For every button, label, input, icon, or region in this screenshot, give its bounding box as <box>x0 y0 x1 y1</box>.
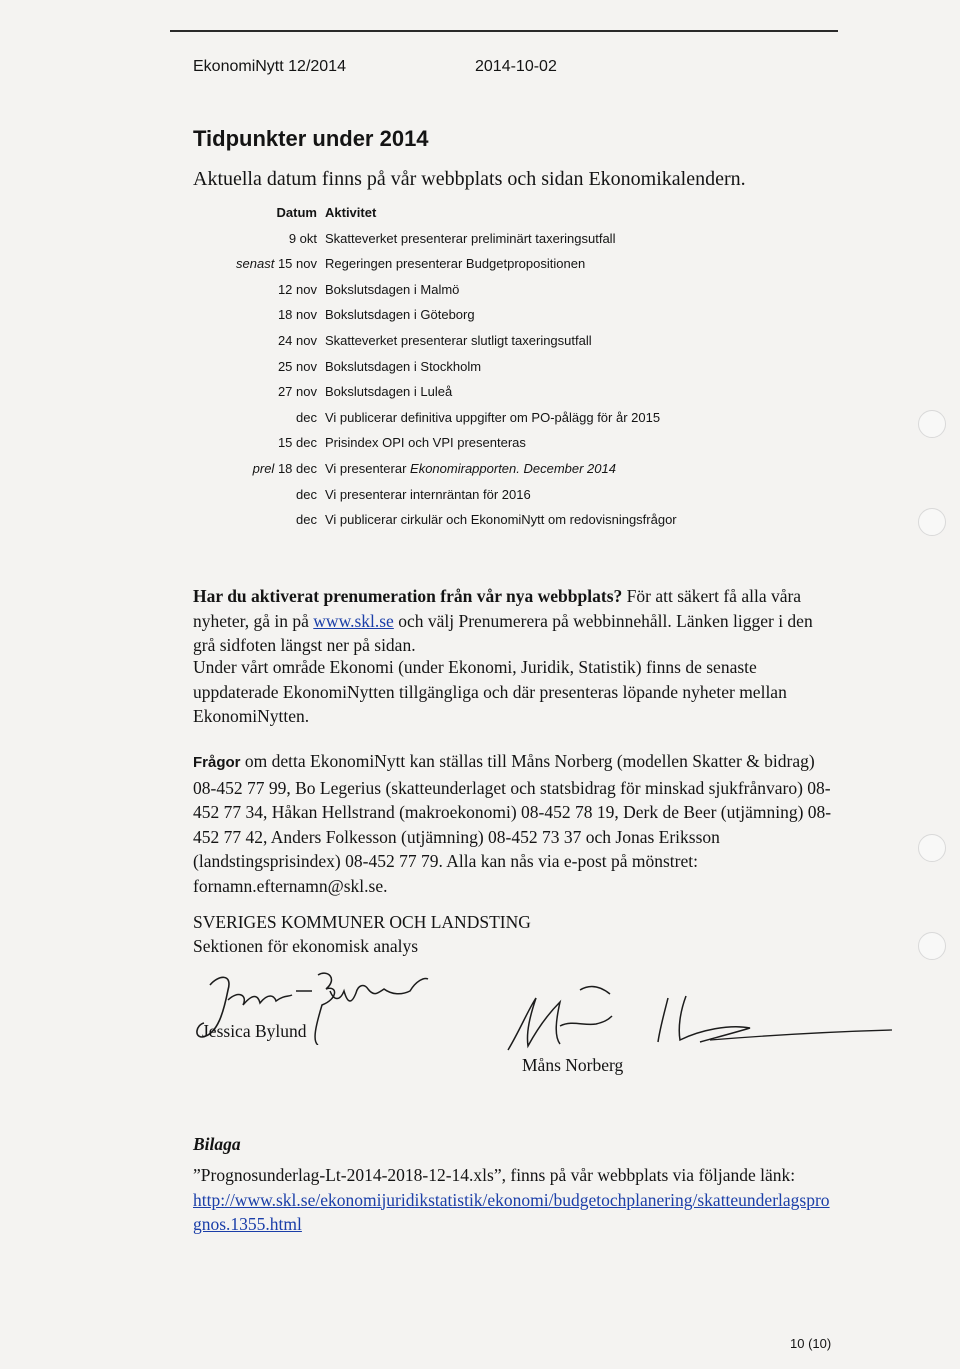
schedule-activity <box>325 354 481 380</box>
schedule-row <box>193 482 753 508</box>
activity-italic-text: Ekonomirapporten. December 2014 <box>410 460 616 476</box>
schedule-activity <box>325 482 531 508</box>
contacts-text: om detta EkonomiNytt kan ställas till Måns Norberg (modellen Skatter & bidrag) 08-452 77 99, Bo Legerius (skatteunderlaget och statsbidrag för minskad sjukfrånvaro) 08-452 77 34, Håkan Hellstrand (makroekonomi) 08-452 78 19, Derk de Beer (utjämning) 08-452 77 42, Anders Folkesson (utjämning) 08-452 73 37 och Jonas Eriksson (landstingsprisindex) 08-452 77 79. Alla kan nås via e-post på mönstret: fornamn.efternamn@skl.se. <box>193 751 832 896</box>
date-value: 15 dec <box>277 435 317 451</box>
punch-hole <box>918 508 946 536</box>
schedule-date <box>193 354 325 380</box>
contacts-paragraph <box>193 749 833 898</box>
schedule-row <box>193 302 753 328</box>
date-value: dec <box>296 512 317 528</box>
schedule-header-row <box>193 200 753 226</box>
subscribe-text-2: och välj Prenumerera på webbinnehåll. Länken ligger i den grå sidfoten längst ner på sidan. <box>193 610 813 655</box>
intro-text: Aktuella datum finns på vår webbplats och sidan Ekonomikalendern. <box>193 168 746 190</box>
activity-text: Vi publicerar definitiva uppgifter om PO-pålägg för år 2015 <box>325 409 661 425</box>
schedule-date <box>193 302 325 328</box>
skl-link[interactable]: www.skl.se <box>313 610 394 631</box>
schedule-row <box>193 251 753 277</box>
schedule-date <box>193 226 325 252</box>
schedule-row <box>193 379 753 405</box>
date-value: 25 nov <box>277 358 317 374</box>
schedule-date <box>193 507 325 533</box>
page-number: 10 (10) <box>790 1336 832 1351</box>
schedule-row <box>193 226 753 252</box>
schedule-activity <box>325 226 615 252</box>
schedule-row <box>193 507 753 533</box>
subscribe-question: Har du aktiverat prenumeration från vår nya webbplats? <box>193 586 623 606</box>
schedule-date <box>193 456 325 482</box>
schedule-date <box>193 251 325 277</box>
date-value: 18 dec <box>277 460 317 476</box>
subscribe-paragraph <box>193 584 833 658</box>
activity-text: Regeringen presenterar Budgetpropositionen <box>325 256 586 272</box>
schedule-activity <box>325 277 459 303</box>
schedule-date <box>193 430 325 456</box>
publication-name: EkonomiNytt 12/2014 <box>193 58 346 75</box>
punch-hole <box>918 410 946 438</box>
date-value: dec <box>296 486 317 502</box>
activity-text: Bokslutsdagen i Stockholm <box>325 358 482 374</box>
organization-block <box>193 910 531 958</box>
schedule-row <box>193 354 753 380</box>
activity-text: Vi presenterar internräntan för 2016 <box>325 486 531 502</box>
organization-section: Sektionen för ekonomisk analys <box>193 936 419 956</box>
schedule-row <box>193 405 753 431</box>
schedule-table <box>193 200 753 533</box>
date-value: 9 okt <box>288 230 317 246</box>
section-paragraph: Under vårt område Ekonomi (under Ekonomi, Juridik, Statistik) finns de senaste uppdaterade EkonomiNytten tillgängliga och där presenteras löpande nyheter mellan EkonomiNytten. <box>193 657 787 726</box>
punch-hole <box>918 834 946 862</box>
signature-right-name: Måns Norberg <box>522 1055 624 1075</box>
attachment-paragraph <box>193 1163 833 1237</box>
schedule-row <box>193 277 753 303</box>
activity-text: Vi publicerar cirkulär och EkonomiNytt om redovisningsfrågor <box>325 512 677 528</box>
activity-text: Skatteverket presenterar slutligt taxeringsutfall <box>325 332 592 348</box>
activity-text: Skatteverket presenterar preliminärt taxeringsutfall <box>325 230 616 246</box>
schedule-date <box>193 328 325 354</box>
date-value: dec <box>296 409 317 425</box>
schedule-date <box>193 277 325 303</box>
schedule-row <box>193 328 753 354</box>
schedule-activity <box>325 379 452 405</box>
schedule-activity <box>325 456 616 482</box>
schedule-date <box>193 482 325 508</box>
signature-right-image <box>500 980 900 1060</box>
signature-left-name: Jessica Bylund <box>202 1021 307 1041</box>
page-title: Tidpunkter under 2014 <box>193 126 429 151</box>
attachment-link[interactable]: http://www.skl.se/ekonomijuridikstatistik/ekonomi/budgetochplanering/skatteunderlagsprognos.1355.html <box>193 1189 830 1234</box>
schedule-activity <box>325 507 677 533</box>
attachment-heading: Bilaga <box>193 1134 241 1154</box>
top-rule <box>170 30 838 32</box>
date-qualifier: prel <box>252 460 275 476</box>
date-qualifier: senast <box>236 256 275 272</box>
attachment-text: ”Prognosunderlag-Lt-2014-2018-12-14.xls”, finns på vår webbplats via följande länk: <box>193 1165 796 1185</box>
date-value: 24 nov <box>277 332 317 348</box>
activity-text: Bokslutsdagen i Luleå <box>325 384 453 400</box>
date-value: 15 nov <box>277 256 317 272</box>
schedule-row <box>193 430 753 456</box>
punch-hole <box>918 932 946 960</box>
schedule-activity <box>325 302 475 328</box>
publication-date: 2014-10-02 <box>475 58 557 75</box>
subscribe-text-1: För att säkert få alla våra nyheter, gå in på <box>193 586 802 631</box>
schedule-row <box>193 456 753 482</box>
date-value: 27 nov <box>277 384 317 400</box>
schedule-activity <box>325 328 592 354</box>
page-header <box>193 58 557 76</box>
column-header-activity: Aktivitet <box>325 205 377 220</box>
activity-text: Prisindex OPI och VPI presenteras <box>325 435 526 451</box>
schedule-activity <box>325 405 660 431</box>
contacts-lead: Frågor <box>193 754 241 771</box>
activity-text: Bokslutsdagen i Malmö <box>325 281 460 297</box>
activity-text: Vi presenterar <box>325 460 411 476</box>
schedule-activity <box>325 251 585 277</box>
schedule-date <box>193 379 325 405</box>
date-value: 18 nov <box>277 307 317 323</box>
schedule-date <box>193 405 325 431</box>
schedule-activity <box>325 430 526 456</box>
schedule-rows <box>193 226 753 533</box>
activity-text: Bokslutsdagen i Göteborg <box>325 307 475 323</box>
date-value: 12 nov <box>277 281 317 297</box>
organization-name: SVERIGES KOMMUNER OCH LANDSTING <box>193 912 531 932</box>
column-header-date: Datum <box>276 205 317 220</box>
